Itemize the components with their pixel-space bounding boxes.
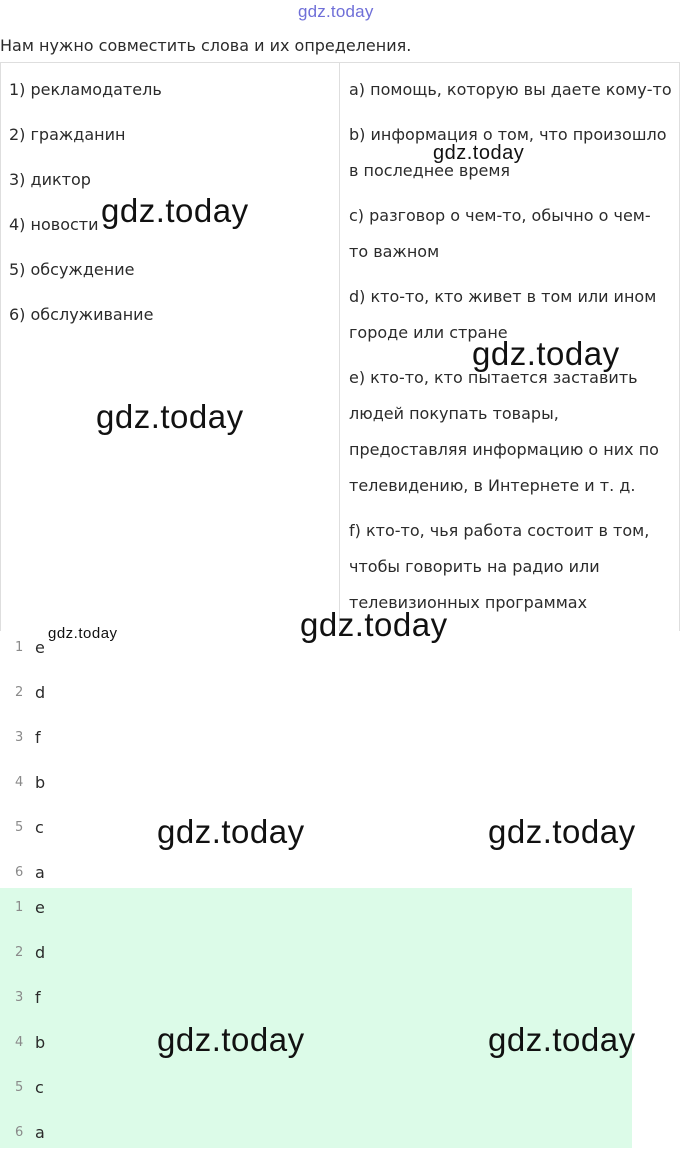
intro-text: Нам нужно совместить слова и их определения. xyxy=(0,36,412,55)
definition-line: d) кто-то, кто живет в том или ином xyxy=(349,287,657,306)
answer-row xyxy=(0,900,632,945)
definition-line: телевидению, в Интернете и т. д. xyxy=(349,476,636,495)
definition-item xyxy=(349,198,675,270)
answer-row xyxy=(0,945,632,990)
word-item: 3) диктор xyxy=(9,170,91,189)
answer-number: 4 xyxy=(15,775,24,790)
watermark: gdz.today xyxy=(96,398,244,435)
answer-letter: e xyxy=(35,898,45,917)
watermark: gdz.today xyxy=(101,192,249,229)
definition-line: чтобы говорить на радио или xyxy=(349,557,600,576)
site-logo[interactable]: gdz.today xyxy=(298,2,374,21)
answer-letter: c xyxy=(35,818,44,837)
answer-number: 1 xyxy=(15,900,24,915)
answer-number: 5 xyxy=(15,820,24,835)
definition-line: то важном xyxy=(349,242,440,261)
word-item: 6) обслуживание xyxy=(9,305,154,324)
answer-row xyxy=(0,685,632,730)
definition-line: городе или стране xyxy=(349,323,508,342)
definition-item xyxy=(349,513,675,621)
answer-letter: b xyxy=(35,773,46,792)
answer-number: 6 xyxy=(15,865,24,880)
watermark: gdz.today xyxy=(488,813,636,850)
word-item: 4) новости xyxy=(9,215,99,234)
watermark: gdz.today xyxy=(300,606,448,643)
answer-row xyxy=(0,1080,632,1125)
answer-row xyxy=(0,730,632,775)
answer-letter: f xyxy=(35,988,41,1007)
watermark: gdz.today xyxy=(433,142,525,164)
answer-letter: c xyxy=(35,1078,44,1097)
answer-letter: f xyxy=(35,728,41,747)
watermark: gdz.today xyxy=(157,813,305,850)
watermark: gdz.today xyxy=(472,335,620,372)
answer-letter: a xyxy=(35,863,45,882)
definition-line: b) информация о том, что произошло xyxy=(349,125,667,144)
answer-number: 1 xyxy=(15,640,24,655)
word-item: 1) рекламодатель xyxy=(9,80,162,99)
answer-number: 2 xyxy=(15,945,24,960)
definition-line: e) кто-то, кто пытается заставить xyxy=(349,368,638,387)
definition-line: телевизионных программах xyxy=(349,593,588,612)
column-divider xyxy=(339,63,340,631)
watermark: gdz.today xyxy=(48,625,118,642)
answer-number: 3 xyxy=(15,990,24,1005)
definition-line: предоставляя информацию о них по xyxy=(349,440,659,459)
answer-letter: e xyxy=(35,638,45,657)
answer-row xyxy=(0,640,632,685)
definition-line: в последнее время xyxy=(349,161,511,180)
word-item: 5) обсуждение xyxy=(9,260,135,279)
answer-number: 6 xyxy=(15,1125,24,1140)
definition-item xyxy=(349,72,675,108)
answer-letter: b xyxy=(35,1033,46,1052)
definition-line: f) кто-то, чья работа состоит в том, xyxy=(349,521,650,540)
answer-number: 2 xyxy=(15,685,24,700)
answer-number: 3 xyxy=(15,730,24,745)
answer-letter: a xyxy=(35,1123,45,1142)
definition-line: c) разговор о чем-то, обычно о чем- xyxy=(349,206,651,225)
definition-line: людей покупать товары, xyxy=(349,404,559,423)
answer-number: 5 xyxy=(15,1080,24,1095)
word-item: 2) гражданин xyxy=(9,125,126,144)
watermark: gdz.today xyxy=(157,1021,305,1058)
answer-letter: d xyxy=(35,943,46,962)
definition-item xyxy=(349,360,675,504)
definition-line: a) помощь, которую вы даете кому-то xyxy=(349,80,672,99)
answer-list-highlighted xyxy=(0,888,632,1148)
watermark: gdz.today xyxy=(488,1021,636,1058)
answer-number: 4 xyxy=(15,1035,24,1050)
answer-letter: d xyxy=(35,683,46,702)
